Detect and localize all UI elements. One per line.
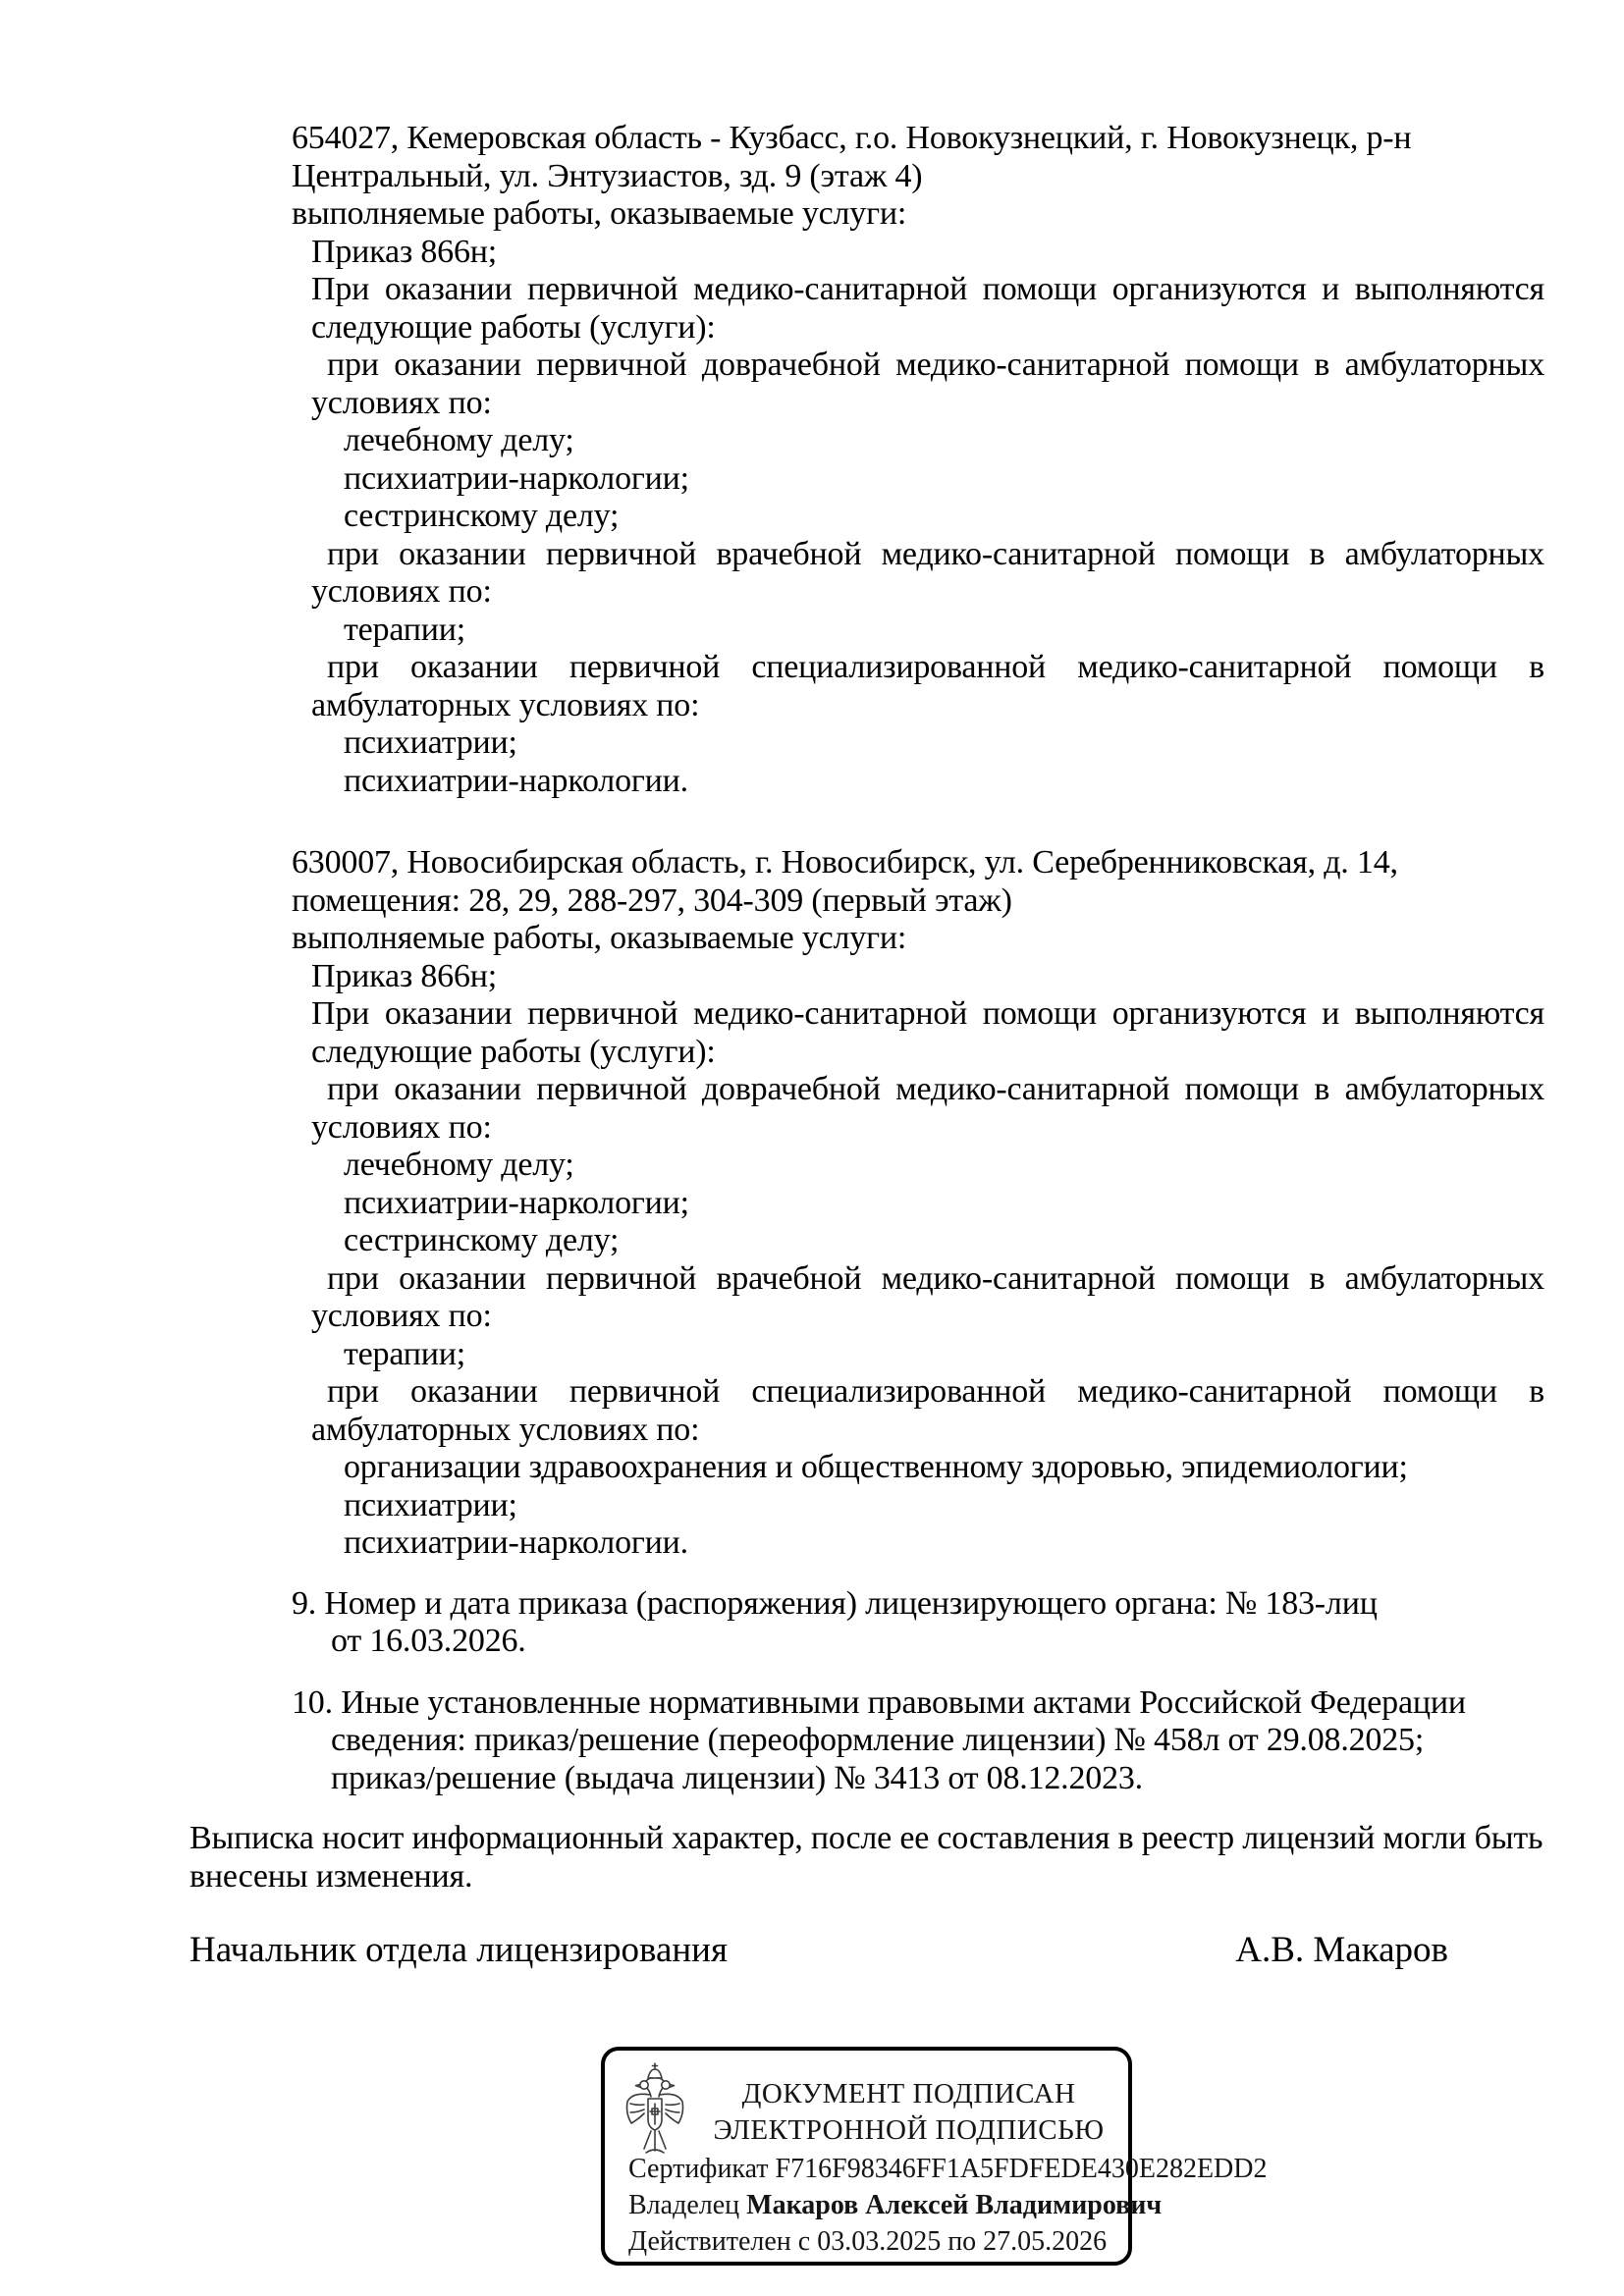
text-line: психиатрии-наркологии; [344,1184,689,1221]
text-line: психиатрии-наркологии; [344,459,689,497]
text-line: сведения: приказ/решение (переоформление лицензии) № 458л от 29.08.2025; [331,1722,1425,1758]
text-line: лечебному делу; [344,1147,574,1183]
certificate-label: Сертификат [628,2154,769,2184]
double-headed-eagle-emblem-icon [621,2062,689,2161]
certificate-line [628,2151,1268,2187]
text-line: условиях по: [311,1298,492,1334]
section-item-9 [292,1585,1544,1661]
text-line: следующие работы (услуги): [311,1033,716,1070]
text-line: психиатрии; [344,724,517,761]
text-line: 10. Иные установленные нормативными правовыми актами Российской Федерации [292,1683,1466,1721]
text-line: при оказании первичной доврачебной медико-санитарной помощи в амбулаторных [327,347,1544,383]
text-line: при оказании первичной доврачебной медико-санитарной помощи в амбулаторных [327,1071,1544,1107]
text-line: условиях по: [311,1108,492,1146]
section-location-novosibirsk [292,844,1544,1563]
text-line: терапии; [344,611,466,648]
signature-row [189,1927,1448,1974]
text-line: сестринскому делу; [344,498,620,534]
stamp-header [605,2051,1128,2161]
text-line: Приказ 866н; [311,233,498,270]
text-line: психиатрии; [344,1486,517,1523]
stamp-title [689,2076,1128,2161]
stamp-title-line1: ДОКУМЕНТ ПОДПИСАН [741,2078,1076,2109]
note-line: внесены изменения. [189,1857,473,1895]
signer-title: Начальник отдела лицензирования [189,1930,728,1970]
text-line: сестринскому делу; [344,1222,620,1258]
text-line: организации здравоохранения и общественному здоровью, эпидемиологии; [344,1449,1408,1485]
text-line: 630007, Новосибирская область, г. Новосибирск, ул. Серебренниковская, д. 14, [292,844,1398,881]
text-line: выполняемые работы, оказываемые услуги: [292,195,907,232]
text-line: При оказании первичной медико-санитарной помощи организуются и выполняются [311,995,1544,1032]
certificate-value: F716F98346FF1A5FDFEDE430E282EDD2 [775,2154,1268,2184]
text-line: от 16.03.2026. [331,1623,526,1659]
text-line: психиатрии-наркологии. [344,762,688,799]
text-line: При оказании первичной медико-санитарной помощи организуются и выполняются [311,271,1544,307]
text-line: амбулаторных условиях по: [311,1411,700,1448]
owner-value: Макаров Алексей Владимирович [746,2190,1163,2220]
text-line: Центральный, ул. Энтузиастов, зд. 9 (этаж 4) [292,157,923,194]
text-line: при оказании первичной специализированной медико-санитарной помощи в [327,1373,1544,1410]
section-item-10 [292,1684,1544,1798]
text-line: 9. Номер и дата приказа (распоряжения) лицензирующего органа: № 183-лиц [292,1584,1378,1622]
text-line: выполняемые работы, оказываемые услуги: [292,920,907,956]
stamp-title-line2: ЭЛЕКТРОННОЙ ПОДПИСЬЮ [713,2114,1105,2146]
text-line: приказ/решение (выдача лицензии) № 3413 от 08.12.2023. [331,1759,1143,1796]
signer-name: А.В. Макаров [1235,1930,1448,1970]
text-line: условиях по: [311,384,492,421]
electronic-signature-stamp [601,2047,1268,2266]
section-location-kemerovo [292,120,1544,800]
text-line: терапии; [344,1335,466,1372]
informational-note [189,1820,1544,1896]
text-line: помещения: 28, 29, 288-297, 304-309 (первый этаж) [292,881,1012,919]
validity-line: Действителен с 03.03.2025 по 27.05.2026 [628,2226,1108,2257]
owner-label: Владелец [628,2190,740,2220]
text-line: лечебному делу; [344,422,574,458]
text-line: психиатрии-наркологии. [344,1524,688,1561]
stamp-info [628,2151,1268,2260]
text-line: Приказ 866н; [311,957,498,994]
owner-line [628,2187,1268,2223]
text-line: при оказании первичной врачебной медико-санитарной помощи в амбулаторных [327,1259,1544,1297]
note-line: Выписка носит информационный характер, после ее составления в реестр лицензий могли быть [189,1820,1543,1856]
text-line: амбулаторных условиях по: [311,686,700,723]
text-line: при оказании первичной специализированной медико-санитарной помощи в [327,649,1544,685]
text-line: 654027, Кемеровская область - Кузбасс, г.о. Новокузнецкий, г. Новокузнецк, р-н [292,120,1412,156]
text-line: при оказании первичной врачебной медико-санитарной помощи в амбулаторных [327,535,1544,572]
text-line: условиях по: [311,573,492,610]
text-line: следующие работы (услуги): [311,308,716,346]
